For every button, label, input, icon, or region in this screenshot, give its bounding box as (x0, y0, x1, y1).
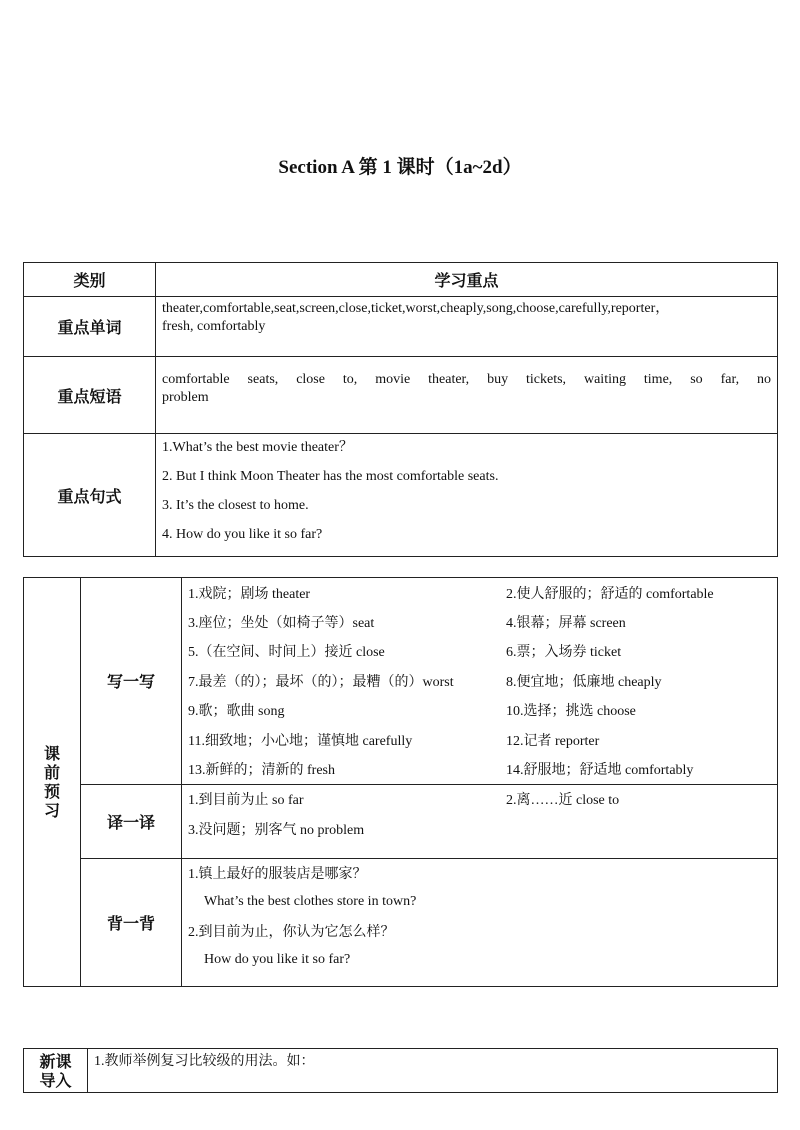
label-translate: 译一译 (81, 784, 182, 858)
recite-line: How do you like it so far? (204, 952, 351, 968)
sentence-line: 4. How do you like it so far? (162, 527, 323, 542)
sentence-line: 3. It’s the closest to home. (162, 498, 309, 513)
intro-text: 1.教师举例复习比较级的用法。如： (88, 1049, 778, 1093)
header-focus: 学习重点 (156, 263, 778, 297)
recite-line: 1.镇上最好的服装店是哪家？ (188, 867, 367, 883)
intro-table (23, 1048, 778, 1093)
phrases-line: comfortable seats, close to, movie theater, buy tickets, waiting time, so far, no (162, 372, 771, 387)
section-label-preview: 课 前 预 习 (24, 578, 81, 987)
recite-line: What’s the best clothes store in town? (204, 894, 417, 910)
label-write: 写一写 (81, 578, 182, 785)
phrases-line: problem (162, 390, 209, 405)
section-label-intro: 新课 导入 (24, 1049, 88, 1093)
vocab-pair: 9.歌；歌曲 song 10.选择；挑选 choose (188, 704, 636, 720)
sentence-line: 1.What’s the best movie theater？ (162, 440, 353, 455)
page-title: Section A 第 1 课时（1a~2d） (278, 157, 522, 178)
recite-cell (182, 858, 778, 986)
words-cell (156, 297, 778, 357)
table-row (24, 357, 778, 434)
vocab-pair: 11.细致地；小心地；谨慎地 carefully 12.记者 reporter (188, 733, 600, 749)
sentences-cell (156, 434, 778, 557)
table-row (24, 434, 778, 557)
write-cell (182, 578, 778, 785)
vocab-pair: 7.最差（的）；最坏（的）；最糟（的）worst 8.便宜地；低廉地 cheaply (188, 674, 662, 690)
table-row (24, 297, 778, 357)
translate-cell (182, 784, 778, 858)
sentence-line: 2. But I think Moon Theater has the most comfortable seats. (162, 469, 499, 484)
recite-line: 2.到目前为止，你认为它怎么样？ (188, 925, 395, 941)
phrases-cell (156, 357, 778, 434)
vocab-pair: 1.戏院；剧场 theater 2.使人舒服的；舒适的 comfortable (188, 586, 714, 602)
preview-table (23, 577, 778, 987)
phrase-pair: 1.到目前为止 so far 2.离……近 close to (188, 793, 620, 809)
words-line: fresh, comfortably (162, 319, 266, 334)
phrase-line: 3.没问题；别客气 no problem (188, 822, 365, 838)
vocab-pair: 13.新鲜的；清新的 fresh 14.舒服地；舒适地 comfortably (188, 763, 694, 779)
label-recite: 背一背 (81, 858, 182, 986)
category-sentences: 重点句式 (24, 434, 156, 557)
vocab-pair: 5.（在空间、时间上）接近 close 6.票；入场券 ticket (188, 645, 622, 661)
vocab-pair: 3.座位；坐处（如椅子等）seat 4.银幕；屏幕 screen (188, 616, 626, 632)
category-words: 重点单词 (24, 297, 156, 357)
category-phrases: 重点短语 (24, 357, 156, 434)
words-line: theater,comfortable,seat,screen,close,ticket,worst,cheaply,song,choose,carefully,reporter， (162, 301, 670, 316)
header-category: 类别 (24, 263, 156, 297)
focus-table (23, 262, 778, 557)
